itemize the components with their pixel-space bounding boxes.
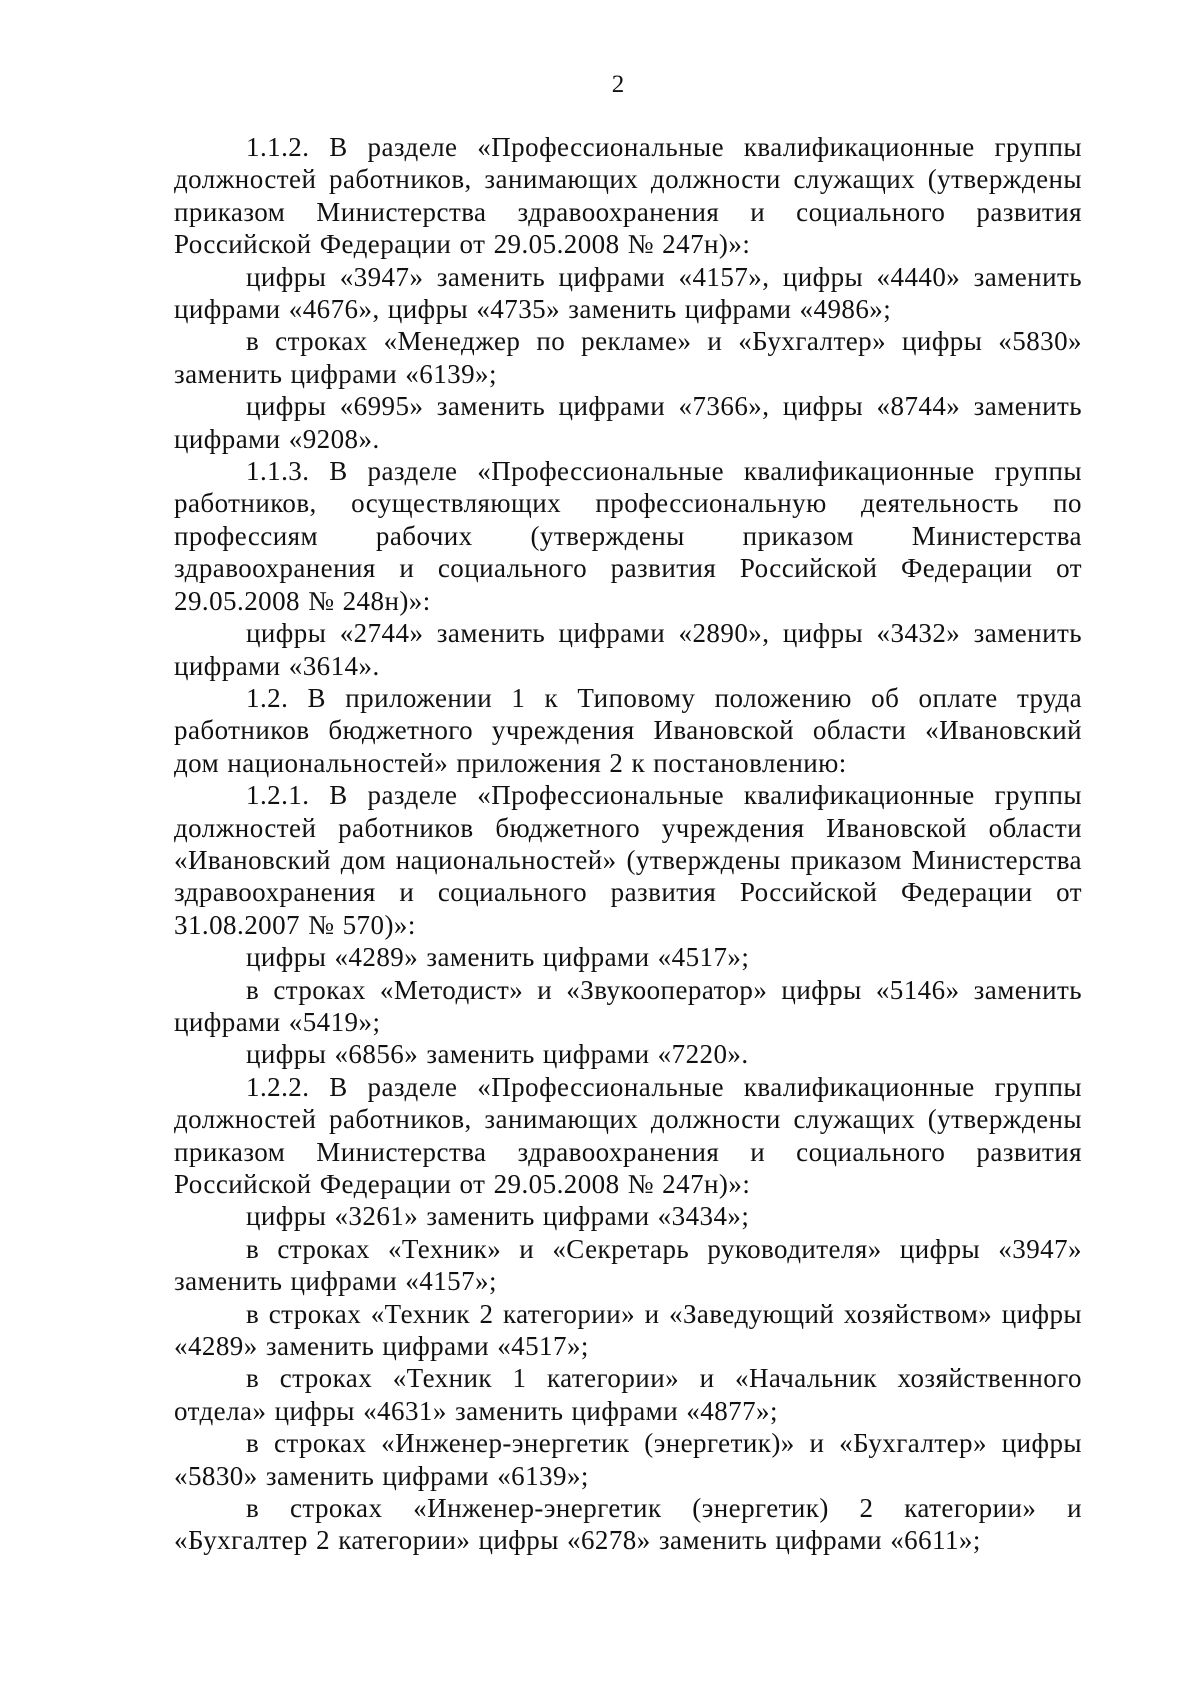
paragraph-amendment: в строках «Техник 1 категории» и «Начальник хозяйственного отдела» цифры «4631» заменить цифрами «4877»;	[174, 1363, 1082, 1426]
paragraph-amendment: в строках «Инженер-энергетик (энергетик) 2 категории» и «Бухгалтер 2 категории» цифры «6278» заменить цифрами «6611»;	[174, 1493, 1082, 1556]
paragraph-amendment: в строках «Инженер-энергетик (энергетик)» и «Бухгалтер» цифры «5830» заменить цифрами «6139»;	[174, 1428, 1082, 1491]
paragraph-1-1-3-heading: 1.1.3. В разделе «Профессиональные квалификационные группы работников, осуществляющих профессиональную деятельность по профессиям рабочих (утверждены приказом Министерства здравоохранения и социального развития Российской Федерации от 29.05.2008 № 248н)»:	[174, 456, 1082, 616]
paragraph-amendment: в строках «Техник 2 категории» и «Заведующий хозяйством» цифры «4289» заменить цифрами «4517»;	[174, 1298, 1082, 1362]
paragraph-amendment: в строках «Методист» и «Звукооператор» цифры «5146» заменить цифрами «5419»;	[174, 974, 1082, 1037]
paragraph-amendment: цифры «3261» заменить цифрами «3434»;	[246, 1201, 750, 1232]
paragraph-amendment: цифры «6856» заменить цифрами «7220».	[246, 1039, 749, 1070]
paragraph-amendment: цифры «3947» заменить цифрами «4157», цифры «4440» заменить цифрами «4676», цифры «4735» заменить цифрами «4986»;	[174, 261, 1082, 325]
paragraph-1-1-2-heading: 1.1.2. В разделе «Профессиональные квалификационные группы должностей работников, занимающих должности служащих (утверждены приказом Министерства здравоохранения и социального развития Российской Федерации от 29.05.2008 № 247н)»:	[174, 132, 1082, 260]
paragraph-1-2-heading: 1.2. В приложении 1 к Типовому положению об оплате труда работников бюджетного учреждения Ивановской области «Ивановский дом национальностей» приложения 2 к постановлению:	[174, 682, 1082, 778]
paragraph-amendment: цифры «4289» заменить цифрами «4517»;	[246, 942, 750, 973]
paragraph-amendment: в строках «Менеджер по рекламе» и «Бухгалтер» цифры «5830» заменить цифрами «6139»;	[174, 326, 1082, 389]
document-body	[174, 131, 1082, 1557]
paragraph-amendment: цифры «2744» заменить цифрами «2890», цифры «3432» заменить цифрами «3614».	[174, 618, 1082, 681]
page-number: 2	[611, 71, 625, 98]
paragraph-amendment: в строках «Техник» и «Секретарь руководителя» цифры «3947» заменить цифрами «4157»;	[174, 1233, 1082, 1297]
paragraph-1-2-1-heading: 1.2.1. В разделе «Профессиональные квалификационные группы должностей работников бюджетного учреждения Ивановской области «Ивановский дом национальностей» (утверждены приказом Министерства здравоохранения и социального развития Российской Федерации от 31.08.2007 № 570)»:	[174, 780, 1082, 940]
paragraph-amendment: цифры «6995» заменить цифрами «7366», цифры «8744» заменить цифрами «9208».	[174, 391, 1082, 454]
paragraph-1-2-2-heading: 1.2.2. В разделе «Профессиональные квалификационные группы должностей работников, занимающих должности служащих (утверждены приказом Министерства здравоохранения и социального развития Российской Федерации от 29.05.2008 № 247н)»:	[174, 1071, 1082, 1199]
